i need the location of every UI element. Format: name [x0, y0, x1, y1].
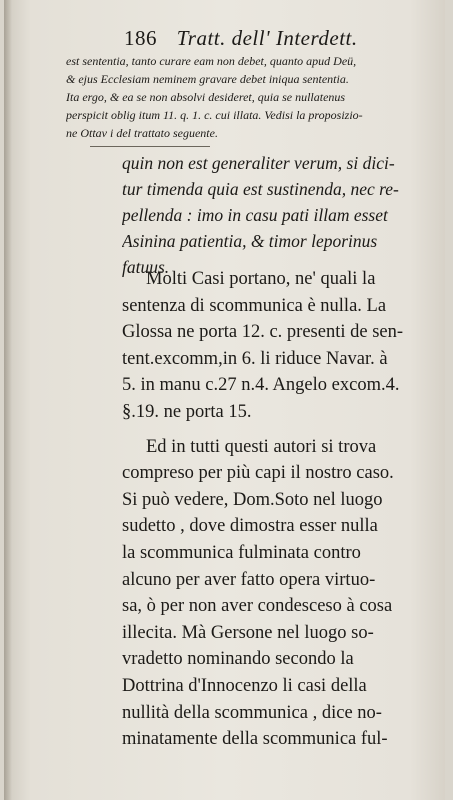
note-line: & ejus Ecclesiam neminem gravare debet iniqua sententia.: [66, 72, 349, 86]
separator-rule: [90, 146, 210, 147]
paragraph-2-line: la scommunica fulminata contro: [122, 542, 361, 563]
marginal-notes: [66, 52, 438, 147]
paragraph-1-line: sentenza di scommunica è nulla. La: [122, 295, 387, 316]
paragraph-2-line: illecita. Mà Gersone nel luogo so-: [122, 622, 374, 643]
paragraph-2-line: alcuno per aver fatto opera virtuo-: [122, 569, 376, 590]
paragraph-2-line: vradetto nominando secondo la: [122, 649, 354, 670]
paragraph-2-line: compreso per più capi il nostro caso.: [122, 463, 394, 484]
note-line: est sententia, tanto curare eam non debet, quanto apud Deü,: [66, 54, 357, 68]
page-gutter-shadow: [4, 0, 12, 800]
running-title: Tratt. dell' Interdett.: [176, 26, 358, 50]
paragraph-1-line: Glossa ne porta 12. c. presenti de sen-: [122, 322, 404, 343]
paragraph-2-line: nullità della scommunica , dice no-: [122, 702, 382, 723]
paragraph-1-line: tent.excomm,in 6. li riduce Navar. à: [122, 348, 388, 369]
note-line: perspicit oblig itum 11. q. 1. c. cui illata. Vedisi la proposizio-: [66, 108, 363, 122]
note-line: ne Ottav i del trattato seguente.: [66, 126, 218, 140]
paragraph-2-line: sa, ò per non aver condesceso à cosa: [122, 596, 393, 617]
paragraph-1-line: 5. in manu c.27 n.4. Angelo excom.4.: [122, 375, 400, 396]
paragraph-1-line: §.19. ne porta 15.: [122, 401, 252, 422]
paragraph-1-line: Molti Casi portano, ne' quali la: [146, 269, 376, 289]
paragraph-2-line: Ed in tutti questi autori si trova: [146, 436, 377, 457]
quote-line: fatuus.: [122, 257, 170, 277]
book-page: [4, 0, 445, 800]
paragraph-gap: [122, 426, 438, 434]
quote-line: quin non est generaliter verum, si dici-: [122, 153, 395, 173]
quote-line: pellenda : imo in casu pati illam esset: [122, 205, 388, 225]
latin-quotation: [122, 150, 436, 280]
paragraph-2-line: minatamente della scommunica ful-: [122, 729, 388, 750]
page-number: 186: [124, 26, 157, 50]
note-line: Ita ergo, & ea se non absolvi desideret, quia se nullatenus: [66, 90, 346, 104]
paragraph-2-line: Si può vedere, Dom.Soto nel luogo: [122, 489, 383, 510]
paragraph-2-line: Dottrina d'Innocenzo li casi della: [122, 675, 367, 696]
running-header: [124, 26, 424, 52]
quote-line: tur timenda quia est sustinenda, nec re-: [122, 179, 399, 199]
quote-line: Asinina patientia, & timor leporinus: [122, 231, 378, 251]
paragraph-2-line: sudetto , dove dimostra esser nulla: [122, 516, 378, 537]
main-text: [122, 266, 438, 753]
